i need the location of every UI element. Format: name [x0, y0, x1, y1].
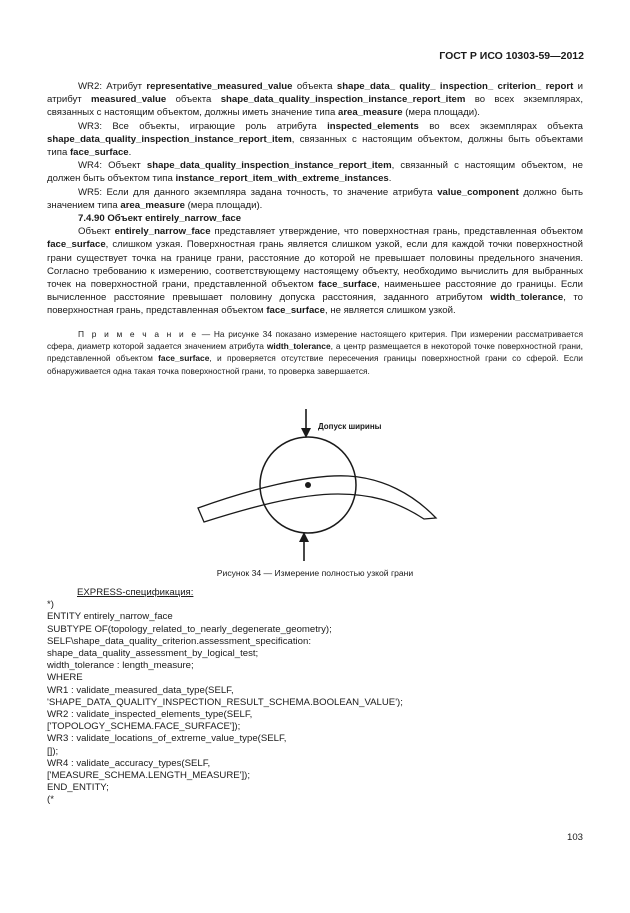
bold-term: representative_measured_value: [146, 81, 293, 92]
code-line: 'SHAPE_DATA_QUALITY_INSPECTION_RESULT_SCHEMA.BOOLEAN_VALUE');: [47, 696, 403, 708]
code-line: (*: [47, 794, 54, 806]
text-run: WR3: Все объекты, играющие роль атрибута: [78, 120, 328, 132]
text-run: во всех экземплярах, связанных с настоящим объектом, должны иметь значение типа: [47, 94, 584, 119]
text-run: , не является слишком узкой.: [324, 305, 456, 317]
page-number: 103: [566, 832, 583, 843]
code-line: []);: [47, 745, 59, 757]
main-text: [47, 80, 583, 377]
text-run: представляет утверждение, что поверхностная грань, представленная объектом: [210, 226, 583, 238]
text-run: , наименьшее расстояние до границы. Если вычисленное расстояние превышает половину допуска расстояния, заданного атрибутом: [47, 279, 583, 304]
bold-term: face_surface: [158, 353, 210, 364]
code-line: ['MEASURE_SCHEMA.LENGTH_MEASURE']);: [47, 770, 251, 782]
paragraph-wr5: [47, 186, 583, 212]
code-line: WR2 : validate_inspected_elements_type(SELF,: [47, 709, 253, 721]
text-run: во всех экземплярах объекта: [418, 120, 583, 132]
bold-term: measured_value: [91, 94, 167, 106]
text-run: , а центр размещается в некоторой точке поверхностной грани, представленной объектом: [47, 341, 583, 364]
code-line: WR1 : validate_measured_data_type(SELF,: [47, 684, 234, 696]
code-line: WR4 : validate_accuracy_types(SELF,: [47, 757, 211, 769]
bold-term: entirely_narrow_face: [114, 226, 211, 238]
bold-term: width_tolerance: [266, 341, 331, 352]
bold-term: area_measure: [120, 199, 185, 211]
code-line: ENTITY entirely_narrow_face: [47, 611, 173, 623]
bold-term: shape_data_quality_inspection_instance_report_item: [146, 160, 392, 172]
code-line: width_tolerance : length_measure;: [47, 660, 194, 672]
sphere-center-dot: [305, 482, 311, 488]
paragraph-body: [47, 225, 583, 317]
text-run: П р и м е ч а н и е: [78, 328, 199, 339]
text-run: объекта: [166, 94, 221, 106]
figure-label: Допуск ширины: [318, 422, 382, 431]
text-run: , то поверхностная грань, представленная объектом: [47, 292, 584, 317]
bold-term: inspected_elements: [327, 120, 419, 132]
bold-term: face_surface: [69, 147, 129, 159]
code-line: END_ENTITY;: [47, 782, 109, 794]
text-run: и атрибут: [47, 81, 583, 106]
note-paragraph: [47, 328, 583, 378]
document-header: ГОСТ Р ИСО 10303-59—2012: [439, 50, 584, 62]
paragraph-wr4: [47, 159, 583, 185]
text-run: WR2: Атрибут: [78, 81, 147, 92]
bold-term: shape_data_quality_inspection_instance_report_item: [47, 133, 292, 145]
bold-term: face_surface: [318, 279, 377, 291]
text-run: .: [128, 147, 132, 159]
bold-term: face_surface: [47, 239, 106, 251]
bold-term: area_measure: [337, 107, 403, 119]
text-run: должно быть значением типа: [47, 186, 583, 211]
text-run: объекта: [292, 81, 337, 92]
bold-term: face_surface: [266, 305, 325, 317]
text-run: , и проверяется отсутствие пересечения границы поверхностной грани со сферой. Если обнаруживается одна такая точка поверхностной грани, то проверка завершается.: [47, 353, 583, 376]
bold-term: value_component: [437, 186, 519, 198]
code-line: WR3 : validate_locations_of_extreme_value_type(SELF,: [47, 733, 287, 745]
text-run: (мера площади).: [402, 107, 480, 119]
bold-term: shape_data_ quality_ inspection_ criterion_ report: [336, 81, 574, 92]
code-line: ['TOPOLOGY_SCHEMA.FACE_SURFACE']);: [47, 721, 241, 733]
paragraph-wr3: [47, 120, 583, 160]
paragraph-wr2: [47, 80, 583, 120]
code-line: *): [47, 599, 54, 611]
text-run: , слишком узкая. Поверхностная грань является слишком узкой, если для каждой точки поверхностной грани существует точка на границе грани, расстояние до которой не превышает половины предельного значения. Согласно требованию к измерению, соответствующему настоящему объекту, необходимо вычислить для выбранных точек на поверхностной грани, представленной объектом: [47, 239, 583, 291]
text-run: .: [388, 173, 392, 185]
bold-term: instance_report_item_with_extreme_instances: [175, 173, 389, 185]
code-line: SELF\shape_data_quality_criterion.assessment_specification:: [47, 635, 311, 647]
text-run: WR5: Если для данного экземпляра задана точность, то значение атрибута: [78, 186, 438, 198]
code-line: SUBTYPE OF(topology_related_to_nearly_degenerate_geometry);: [47, 623, 332, 635]
bold-term: width_tolerance: [490, 292, 564, 304]
text-run: , связанный с настоящим объектом, не должен быть объектом типа: [47, 160, 583, 185]
text-run: , связанных с настоящим объектом, должны быть объектами типа: [47, 133, 583, 159]
text-run: Объект: [78, 226, 115, 238]
text-run: WR4: Объект: [78, 160, 147, 172]
bold-term: shape_data_quality_inspection_instance_report_item: [220, 94, 466, 106]
figure-caption: Рисунок 34 — Измерение полностью узкой грани: [216, 568, 414, 578]
express-label: EXPRESS-спецификация:: [77, 587, 194, 598]
text-run: — На рисунке 34 показано измерение настоящего критерия. При измерении рассматривается сфера, диаметр которой задается значением атрибута: [47, 328, 583, 352]
code-line: WHERE: [47, 672, 83, 684]
express-code: [47, 599, 587, 806]
section-heading: 7.4.90 Объект entirely_narrow_face: [78, 213, 242, 225]
narrow-face-shape: [198, 476, 436, 522]
figure-34: [178, 406, 438, 562]
code-line: shape_data_quality_assessment_by_logical_test;: [47, 648, 259, 660]
text-run: (мера площади).: [184, 199, 263, 211]
express-specification: [47, 587, 587, 807]
